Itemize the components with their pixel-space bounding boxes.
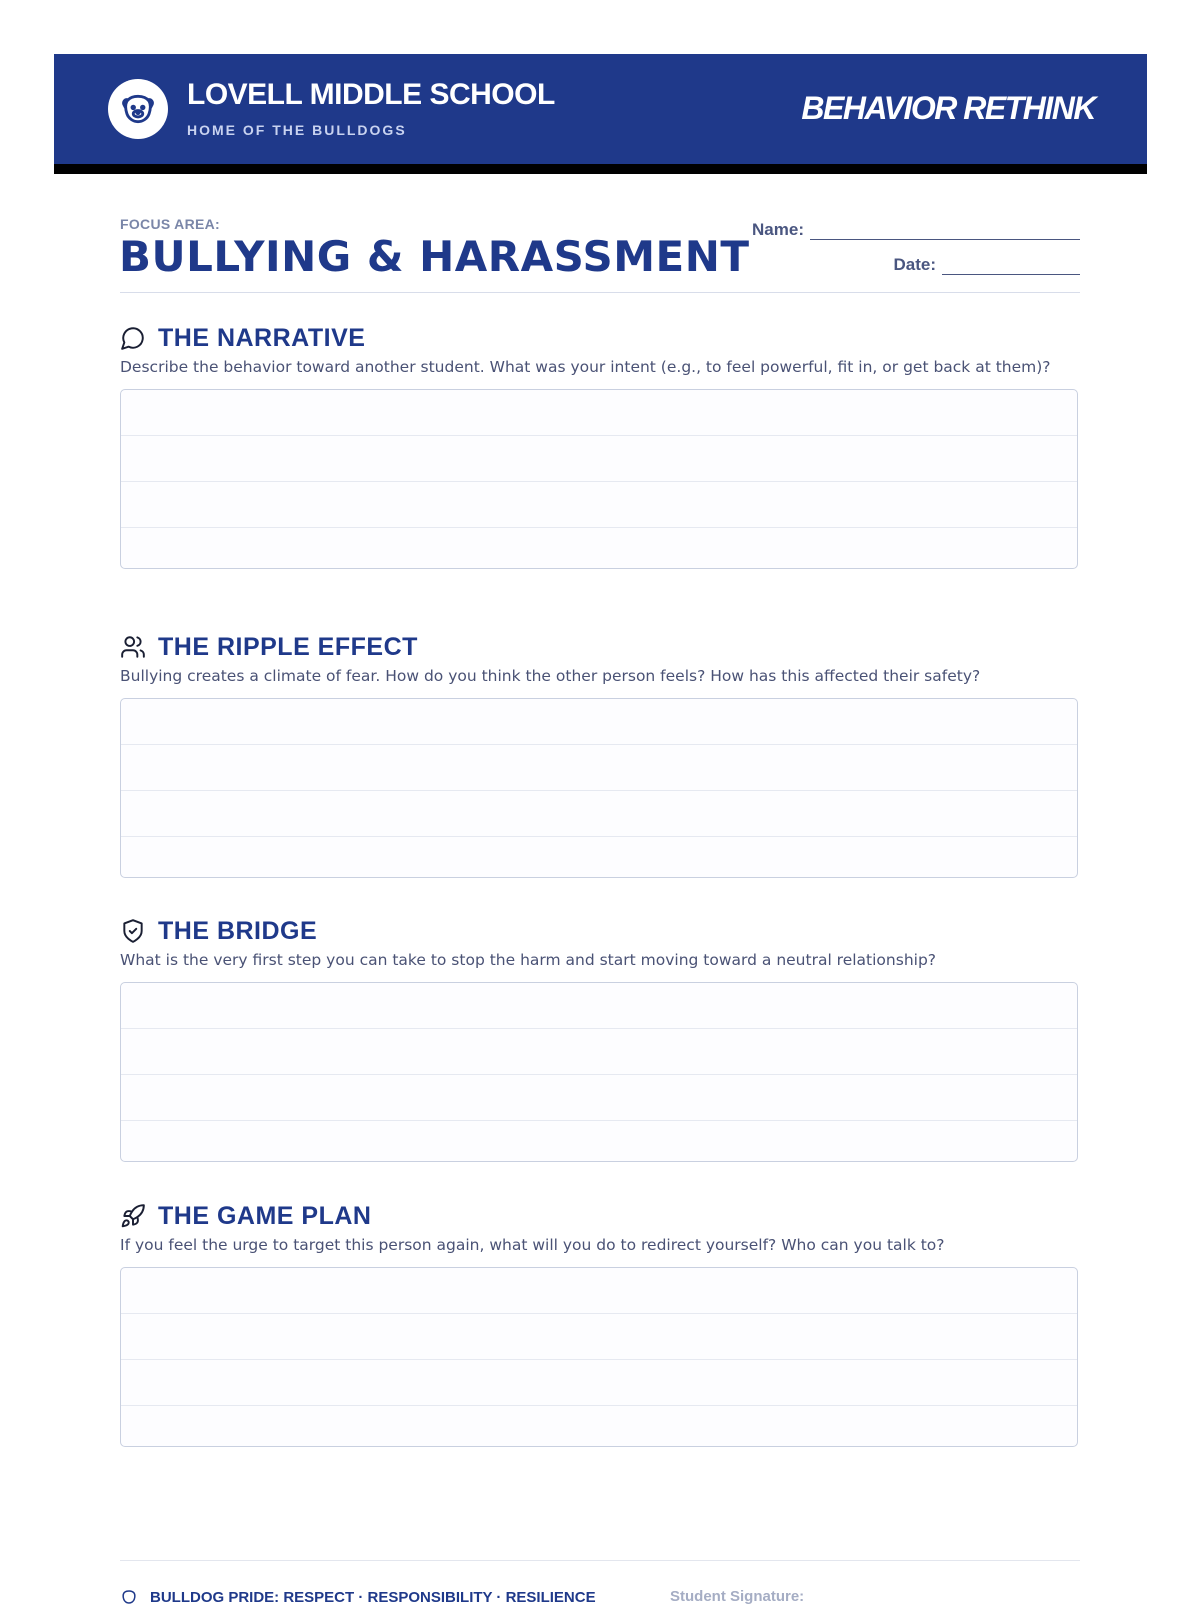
- name-line[interactable]: [810, 225, 1080, 240]
- bulldog-icon: [120, 1588, 138, 1606]
- answer-box-bridge[interactable]: [120, 982, 1078, 1162]
- focus-label: FOCUS AREA:: [120, 216, 221, 232]
- name-label: Name:: [752, 220, 804, 239]
- speech-bubble-icon: [120, 325, 146, 351]
- name-field[interactable]: [752, 220, 1080, 240]
- section-narrative: [120, 323, 1082, 569]
- answer-box-narrative[interactable]: [120, 389, 1078, 569]
- section-title: THE NARRATIVE: [158, 323, 366, 352]
- answer-box-game-plan[interactable]: [120, 1267, 1078, 1447]
- program-title: BEHAVIOR RETHINK: [801, 90, 1095, 126]
- date-field[interactable]: [893, 255, 1080, 275]
- date-label: Date:: [893, 255, 936, 274]
- section-title: THE RIPPLE EFFECT: [158, 632, 418, 661]
- school-tagline: HOME OF THE BULLDOGS: [187, 122, 407, 138]
- school-name: LOVELL MIDDLE SCHOOL: [187, 78, 555, 111]
- footer-motto: [120, 1588, 596, 1606]
- bulldog-icon: [108, 79, 168, 139]
- signature-label: Student Signature:: [670, 1588, 805, 1605]
- answer-box-ripple-effect[interactable]: [120, 698, 1078, 878]
- people-icon: [120, 634, 146, 660]
- section-ripple-effect: [120, 632, 1082, 878]
- section-game-plan: [120, 1201, 1082, 1447]
- motto-text: BULLDOG PRIDE: RESPECT · RESPONSIBILITY · RESILIENCE: [150, 1588, 596, 1606]
- section-prompt: What is the very first step you can take to stop the harm and start moving toward a neutral relationship?: [120, 951, 937, 969]
- section-prompt: Bullying creates a climate of fear. How do you think the other person feels? How has this affected their safety?: [120, 667, 981, 685]
- shield-check-icon: [120, 918, 146, 944]
- footer-divider: [120, 1560, 1080, 1561]
- section-prompt: If you feel the urge to target this person again, what will you do to redirect yourself? Who can you talk to?: [120, 1236, 945, 1254]
- header-divider: [120, 292, 1080, 293]
- focus-title: BULLYING & HARASSMENT: [119, 232, 750, 281]
- section-prompt: Describe the behavior toward another student. What was your intent (e.g., to feel powerful, fit in, or get back at them)?: [120, 358, 1051, 376]
- date-line[interactable]: [942, 260, 1080, 275]
- rocket-icon: [120, 1203, 146, 1229]
- section-title: THE BRIDGE: [158, 916, 318, 945]
- section-bridge: [120, 916, 1082, 1162]
- section-title: THE GAME PLAN: [158, 1201, 372, 1230]
- school-header: [54, 54, 1147, 174]
